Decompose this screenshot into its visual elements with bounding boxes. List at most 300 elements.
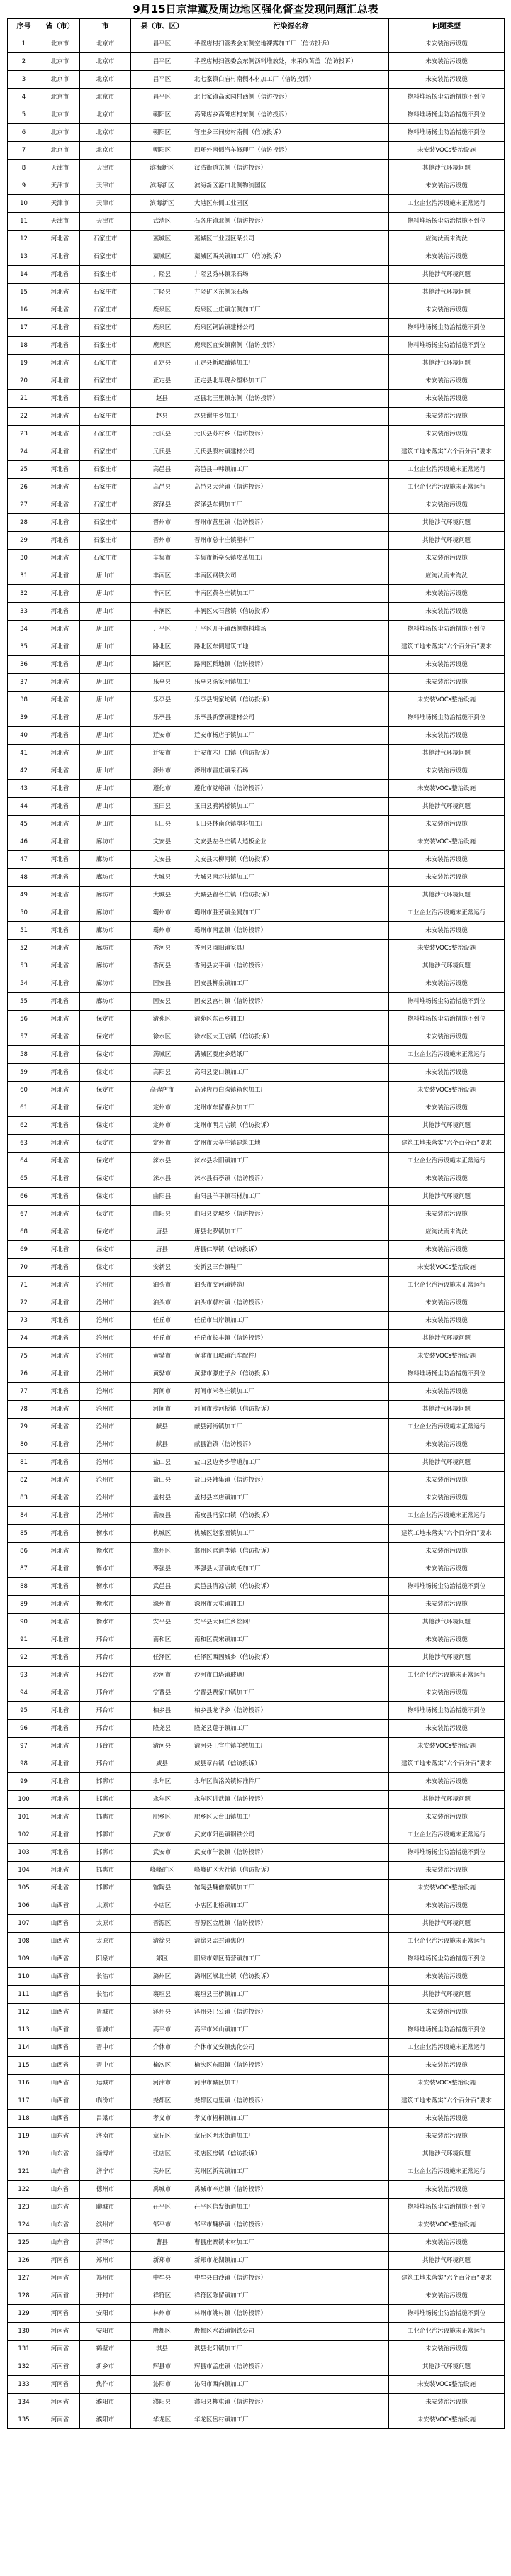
cell-source: 介休市义安镇焦化公司 — [193, 2039, 389, 2057]
cell-index: 119 — [8, 2128, 40, 2145]
cell-province: 河南省 — [40, 2376, 80, 2394]
cell-source: 玉田县鸦鸿桥镇加工厂 — [193, 798, 389, 816]
table-row — [8, 1755, 505, 1773]
table-row — [8, 2004, 505, 2021]
cell-problem: 其他涉气环境问题 — [389, 266, 505, 284]
cell-province: 河北省 — [40, 585, 80, 603]
cell-city: 邯郸市 — [80, 1791, 131, 1809]
cell-source: 高邑县中韩镇加工厂 — [193, 461, 389, 479]
cell-province: 河北省 — [40, 355, 80, 372]
cell-province: 河北省 — [40, 851, 80, 869]
table-row — [8, 2287, 505, 2305]
cell-problem: 工业企业治污设施未正常运行 — [389, 1933, 505, 1950]
table-row — [8, 1383, 505, 1401]
cell-province: 河北省 — [40, 869, 80, 887]
cell-problem: 其他涉气环境问题 — [389, 532, 505, 550]
cell-source: 柏乡县龙华乡（信访投诉） — [193, 1702, 389, 1720]
cell-district: 泽州县 — [131, 2004, 193, 2021]
cell-problem: 物料堆场扬尘防治措施不到位 — [389, 1578, 505, 1596]
cell-problem: 建筑工地未落实“六个百分百”要求 — [389, 1525, 505, 1543]
cell-index: 90 — [8, 1614, 40, 1631]
table-row — [8, 1436, 505, 1454]
cell-source: 半壁店村扫管委会东侧沥料堆放处，未采取苫盖（信访投诉） — [193, 53, 389, 71]
cell-source: 迁安市杨店子镇加工厂 — [193, 727, 389, 745]
cell-problem: 工业企业治污设施未正常运行 — [389, 2039, 505, 2057]
cell-index: 101 — [8, 1809, 40, 1826]
cell-province: 河北省 — [40, 1844, 80, 1862]
cell-index: 80 — [8, 1436, 40, 1454]
cell-province: 河北省 — [40, 1153, 80, 1170]
cell-district: 深州市 — [131, 1596, 193, 1614]
cell-district: 乐亭县 — [131, 709, 193, 727]
cell-index: 20 — [8, 372, 40, 390]
table-row — [8, 1099, 505, 1117]
cell-province: 河北省 — [40, 1809, 80, 1826]
cell-source: 高邑县大营镇（信访投诉） — [193, 479, 389, 496]
cell-index: 81 — [8, 1454, 40, 1472]
cell-source: 清苑区东吕乡加工厂 — [193, 1011, 389, 1028]
cell-source: 晋州市营里镇（信访投诉） — [193, 514, 389, 532]
table-row — [8, 426, 505, 443]
cell-index: 108 — [8, 1933, 40, 1950]
cell-city: 廊坊市 — [80, 940, 131, 957]
table-row — [8, 35, 505, 53]
cell-province: 河北省 — [40, 904, 80, 922]
cell-problem: 未安装治污设施 — [389, 1543, 505, 1560]
table-row — [8, 1206, 505, 1223]
cell-city: 邢台市 — [80, 1702, 131, 1720]
cell-city: 郑州市 — [80, 2252, 131, 2270]
cell-index: 9 — [8, 177, 40, 195]
table-row — [8, 2234, 505, 2252]
table-row — [8, 567, 505, 585]
cell-index: 118 — [8, 2110, 40, 2128]
table-row — [8, 2128, 505, 2145]
cell-district: 孝义市 — [131, 2110, 193, 2128]
cell-city: 衡水市 — [80, 1596, 131, 1614]
cell-index: 109 — [8, 1950, 40, 1968]
cell-district: 沙河市 — [131, 1667, 193, 1684]
cell-problem: 其他涉气环境问题 — [389, 284, 505, 301]
cell-source: 泊头市郝村镇（信访投诉） — [193, 1294, 389, 1312]
cell-city: 廊坊市 — [80, 975, 131, 993]
table-row — [8, 2039, 505, 2057]
cell-district: 襄垣县 — [131, 1986, 193, 2004]
cell-province: 河北省 — [40, 993, 80, 1011]
cell-city: 北京市 — [80, 142, 131, 160]
cell-city: 廊坊市 — [80, 957, 131, 975]
cell-index: 41 — [8, 745, 40, 762]
col-header-province: 省（市） — [40, 19, 80, 35]
cell-source: 乐亭县汤家河镇加工厂 — [193, 674, 389, 692]
cell-source: 固安县柳泉镇加工厂 — [193, 975, 389, 993]
cell-city: 石家庄市 — [80, 355, 131, 372]
cell-district: 茌平区 — [131, 2199, 193, 2216]
cell-district: 唐县 — [131, 1223, 193, 1241]
cell-city: 保定市 — [80, 1028, 131, 1046]
cell-district: 中牟县 — [131, 2270, 193, 2287]
cell-district: 高阳县 — [131, 1064, 193, 1082]
cell-city: 邯郸市 — [80, 1809, 131, 1826]
cell-source: 霸州市南孟镇（信访投诉） — [193, 922, 389, 940]
table-row — [8, 479, 505, 496]
cell-problem: 其他涉气环境问题 — [389, 957, 505, 975]
cell-city: 安阳市 — [80, 2305, 131, 2323]
table-row — [8, 71, 505, 89]
table-row — [8, 922, 505, 940]
cell-problem: 未安装治污设施 — [389, 53, 505, 71]
cell-problem: 未安装治污设施 — [389, 1099, 505, 1117]
cell-city: 开封市 — [80, 2287, 131, 2305]
cell-index: 24 — [8, 443, 40, 461]
cell-index: 102 — [8, 1826, 40, 1844]
cell-province: 河北省 — [40, 479, 80, 496]
cell-source: 峰峰矿区大社镇（信访投诉） — [193, 1862, 389, 1880]
cell-index: 21 — [8, 390, 40, 408]
cell-city: 郑州市 — [80, 2270, 131, 2287]
cell-city: 保定市 — [80, 1241, 131, 1259]
cell-province: 山西省 — [40, 1915, 80, 1933]
cell-problem: 工业企业治污设施未正常运行 — [389, 904, 505, 922]
table-row — [8, 1170, 505, 1188]
cell-city: 吕梁市 — [80, 2110, 131, 2128]
cell-index: 132 — [8, 2358, 40, 2376]
cell-problem: 未安装治污设施 — [389, 762, 505, 780]
cell-city: 石家庄市 — [80, 248, 131, 266]
cell-city: 石家庄市 — [80, 390, 131, 408]
cell-index: 51 — [8, 922, 40, 940]
cell-province: 北京市 — [40, 35, 80, 53]
cell-district: 安新县 — [131, 1259, 193, 1277]
cell-source: 张店区房镇（信访投诉） — [193, 2145, 389, 2163]
cell-city: 德州市 — [80, 2181, 131, 2199]
cell-index: 89 — [8, 1596, 40, 1614]
table-row — [8, 1702, 505, 1720]
cell-problem: 其他涉气环境问题 — [389, 355, 505, 372]
table-row — [8, 1241, 505, 1259]
table-row — [8, 1968, 505, 1986]
cell-problem: 未安装治污设施 — [389, 1684, 505, 1702]
cell-index: 67 — [8, 1206, 40, 1223]
cell-province: 河北省 — [40, 674, 80, 692]
cell-city: 石家庄市 — [80, 372, 131, 390]
cell-index: 97 — [8, 1738, 40, 1755]
cell-source: 盐山县韩集镇（信访投诉） — [193, 1472, 389, 1489]
cell-city: 沧州市 — [80, 1277, 131, 1294]
cell-source: 榆次区东阳镇（信访投诉） — [193, 2057, 389, 2075]
cell-index: 47 — [8, 851, 40, 869]
table-row — [8, 1631, 505, 1649]
cell-source: 辉县市孟庄镇（信访投诉） — [193, 2358, 389, 2376]
table-row — [8, 1472, 505, 1489]
cell-index: 49 — [8, 887, 40, 904]
cell-problem: 未安装治污设施 — [389, 1436, 505, 1454]
table-row — [8, 213, 505, 231]
cell-source: 藁城区工业园区某公司 — [193, 231, 389, 248]
cell-problem: 未安装治污设施 — [389, 408, 505, 426]
table-row — [8, 408, 505, 426]
cell-province: 河北省 — [40, 1170, 80, 1188]
cell-district: 大城县 — [131, 869, 193, 887]
cell-problem: 建筑工地未落实“六个百分百”要求 — [389, 1755, 505, 1773]
cell-problem: 其他涉气环境问题 — [389, 1791, 505, 1809]
cell-province: 河北省 — [40, 1206, 80, 1223]
cell-problem: 未安装治污设施 — [389, 1720, 505, 1738]
cell-city: 保定市 — [80, 1188, 131, 1206]
cell-district: 武清区 — [131, 213, 193, 231]
cell-problem: 未安装治污设施 — [389, 2287, 505, 2305]
cell-province: 河北省 — [40, 1401, 80, 1419]
table-row — [8, 284, 505, 301]
cell-index: 62 — [8, 1117, 40, 1135]
cell-source: 丰南区黄各庄镇加工厂 — [193, 585, 389, 603]
cell-source: 永年区讲武镇（信访投诉） — [193, 1791, 389, 1809]
col-header-district: 县（市、区） — [131, 19, 193, 35]
table-row — [8, 1046, 505, 1064]
cell-index: 72 — [8, 1294, 40, 1312]
cell-source: 永年区临洺关镇标准件厂 — [193, 1773, 389, 1791]
cell-source: 河津市城区加工厂 — [193, 2075, 389, 2092]
cell-source: 遵化市党峪镇（信访投诉） — [193, 780, 389, 798]
cell-city: 鹤壁市 — [80, 2341, 131, 2358]
cell-district: 乐亭县 — [131, 674, 193, 692]
cell-source: 丰南区钢铁公司 — [193, 567, 389, 585]
cell-source: 安新县三台镇鞋厂 — [193, 1259, 389, 1277]
cell-source: 徐水区大王店镇（信访投诉） — [193, 1028, 389, 1046]
cell-source: 中牟县白沙镇（信访投诉） — [193, 2270, 389, 2287]
cell-district: 大城县 — [131, 887, 193, 904]
cell-index: 128 — [8, 2287, 40, 2305]
cell-district: 玉田县 — [131, 816, 193, 833]
cell-province: 河北省 — [40, 1117, 80, 1135]
cell-city: 邢台市 — [80, 1631, 131, 1649]
table-row — [8, 372, 505, 390]
cell-problem: 未安装治污设施 — [389, 426, 505, 443]
col-header-source: 污染源名称 — [193, 19, 389, 35]
cell-source: 唐县北罗镇加工厂 — [193, 1223, 389, 1241]
cell-city: 唐山市 — [80, 603, 131, 621]
cell-problem: 未安装治污设施 — [389, 603, 505, 621]
cell-city: 济宁市 — [80, 2163, 131, 2181]
cell-source: 霸州市胜芳镇金属加工厂 — [193, 904, 389, 922]
table-row — [8, 1649, 505, 1667]
cell-index: 4 — [8, 89, 40, 106]
cell-problem: 未安装VOCs整治设施 — [389, 2075, 505, 2092]
cell-city: 太原市 — [80, 1897, 131, 1915]
cell-index: 18 — [8, 337, 40, 355]
cell-district: 迁安市 — [131, 745, 193, 762]
col-header-problem: 问题类型 — [389, 19, 505, 35]
cell-province: 山东省 — [40, 2234, 80, 2252]
cell-source: 晋州市总十庄镇塑料厂 — [193, 532, 389, 550]
cell-province: 河北省 — [40, 1791, 80, 1809]
cell-district: 隆尧县 — [131, 1720, 193, 1738]
cell-source: 井陉县秀林镇采石场 — [193, 266, 389, 284]
cell-source: 高碑店乡高碑店村东侧（信访投诉） — [193, 106, 389, 124]
table-row — [8, 1223, 505, 1241]
cell-source: 尧都区屯里镇（信访投诉） — [193, 2092, 389, 2110]
cell-problem: 未安装治污设施 — [389, 177, 505, 195]
cell-index: 93 — [8, 1667, 40, 1684]
cell-problem: 物料堆场扬尘防治措施不到位 — [389, 709, 505, 727]
cell-district: 肥乡区 — [131, 1809, 193, 1826]
cell-city: 淄博市 — [80, 2145, 131, 2163]
cell-city: 濮阳市 — [80, 2394, 131, 2411]
cell-province: 天津市 — [40, 213, 80, 231]
cell-source: 武安市午汲镇（信访投诉） — [193, 1844, 389, 1862]
cell-problem: 工业企业治污设施未正常运行 — [389, 1507, 505, 1525]
cell-problem: 未安装治污设施 — [389, 1472, 505, 1489]
cell-province: 山西省 — [40, 2092, 80, 2110]
cell-city: 廊坊市 — [80, 993, 131, 1011]
cell-index: 15 — [8, 284, 40, 301]
table-row — [8, 2145, 505, 2163]
cell-province: 河北省 — [40, 1631, 80, 1649]
cell-province: 河北省 — [40, 426, 80, 443]
cell-source: 邹平市魏桥镇（信访投诉） — [193, 2216, 389, 2234]
table-row — [8, 887, 505, 904]
cell-source: 赵县谢庄乡加工厂 — [193, 408, 389, 426]
cell-index: 77 — [8, 1383, 40, 1401]
table-row — [8, 106, 505, 124]
cell-problem: 工业企业治污设施未正常运行 — [389, 479, 505, 496]
cell-city: 石家庄市 — [80, 426, 131, 443]
cell-problem: 未安装VOCs整治设施 — [389, 1259, 505, 1277]
cell-province: 河北省 — [40, 1436, 80, 1454]
table-row — [8, 1809, 505, 1826]
cell-city: 廊坊市 — [80, 833, 131, 851]
cell-source: 文安县左各庄镇人造板企业 — [193, 833, 389, 851]
cell-index: 88 — [8, 1578, 40, 1596]
table-row — [8, 142, 505, 160]
cell-source: 定州市东留春乡加工厂 — [193, 1099, 389, 1117]
cell-city: 邯郸市 — [80, 1826, 131, 1844]
cell-source: 阳泉市郊区荫营镇加工厂 — [193, 1950, 389, 1968]
cell-index: 66 — [8, 1188, 40, 1206]
cell-district: 香河县 — [131, 957, 193, 975]
cell-district: 滨海新区 — [131, 177, 193, 195]
cell-district: 清河县 — [131, 1738, 193, 1755]
cell-city: 石家庄市 — [80, 461, 131, 479]
cell-province: 山东省 — [40, 2216, 80, 2234]
table-row — [8, 89, 505, 106]
cell-source: 沁阳市西向镇加工厂 — [193, 2376, 389, 2394]
cell-district: 赵县 — [131, 390, 193, 408]
cell-index: 8 — [8, 160, 40, 177]
cell-index: 78 — [8, 1401, 40, 1419]
cell-city: 石家庄市 — [80, 301, 131, 319]
cell-source: 大城县留各庄镇（信访投诉） — [193, 887, 389, 904]
cell-index: 32 — [8, 585, 40, 603]
cell-district: 高平市 — [131, 2021, 193, 2039]
cell-problem: 建筑工地未落实“六个百分百”要求 — [389, 1135, 505, 1153]
cell-province: 山东省 — [40, 2163, 80, 2181]
table-row — [8, 2305, 505, 2323]
cell-index: 36 — [8, 656, 40, 674]
cell-province: 河北省 — [40, 1560, 80, 1578]
cell-index: 40 — [8, 727, 40, 745]
cell-city: 沧州市 — [80, 1419, 131, 1436]
cell-problem: 其他涉气环境问题 — [389, 1649, 505, 1667]
cell-index: 38 — [8, 692, 40, 709]
table-row — [8, 1862, 505, 1880]
table-row — [8, 2057, 505, 2075]
cell-index: 85 — [8, 1525, 40, 1543]
table-row — [8, 1915, 505, 1933]
cell-source: 章丘区明水街道加工厂 — [193, 2128, 389, 2145]
cell-problem: 物料堆场扬尘防治措施不到位 — [389, 319, 505, 337]
cell-problem: 未安装治污设施 — [389, 1596, 505, 1614]
cell-province: 河北省 — [40, 1064, 80, 1082]
table-row — [8, 638, 505, 656]
cell-problem: 建筑工地未落实“六个百分百”要求 — [389, 443, 505, 461]
cell-district: 滨海新区 — [131, 160, 193, 177]
cell-city: 北京市 — [80, 124, 131, 142]
cell-district: 丰南区 — [131, 567, 193, 585]
cell-district: 枣强县 — [131, 1560, 193, 1578]
cell-district: 霸州市 — [131, 922, 193, 940]
cell-problem: 未安装VOCs整治设施 — [389, 1880, 505, 1897]
cell-problem: 其他涉气环境问题 — [389, 1614, 505, 1631]
cell-index: 112 — [8, 2004, 40, 2021]
cell-problem: 其他涉气环境问题 — [389, 1117, 505, 1135]
cell-city: 唐山市 — [80, 585, 131, 603]
cell-source: 曲阳县羊平镇石材加工厂 — [193, 1188, 389, 1206]
cell-district: 辉县市 — [131, 2358, 193, 2376]
cell-district: 昌平区 — [131, 89, 193, 106]
table-row — [8, 1153, 505, 1170]
cell-province: 河南省 — [40, 2252, 80, 2270]
table-row — [8, 745, 505, 762]
cell-province: 山西省 — [40, 2021, 80, 2039]
cell-index: 134 — [8, 2394, 40, 2411]
cell-source: 定州市大辛庄镇建筑工地 — [193, 1135, 389, 1153]
cell-district: 榆次区 — [131, 2057, 193, 2075]
cell-district: 沁阳市 — [131, 2376, 193, 2394]
cell-district: 盐山县 — [131, 1454, 193, 1472]
cell-district: 清苑区 — [131, 1011, 193, 1028]
cell-problem: 未安装治污设施 — [389, 1294, 505, 1312]
cell-source: 淇县北阳镇加工厂 — [193, 2341, 389, 2358]
table-row — [8, 532, 505, 550]
cell-problem: 工业企业治污设施未正常运行 — [389, 461, 505, 479]
cell-index: 106 — [8, 1897, 40, 1915]
cell-problem: 物料堆场扬尘防治措施不到位 — [389, 2199, 505, 2216]
table-row — [8, 1950, 505, 1968]
cell-source: 兖州区新兖镇加工厂 — [193, 2163, 389, 2181]
cell-index: 3 — [8, 71, 40, 89]
table-row — [8, 2181, 505, 2199]
cell-district: 鹿泉区 — [131, 337, 193, 355]
cell-index: 59 — [8, 1064, 40, 1082]
cell-problem: 其他涉气环境问题 — [389, 2358, 505, 2376]
table-row — [8, 337, 505, 355]
cell-province: 河北省 — [40, 816, 80, 833]
cell-city: 邢台市 — [80, 1755, 131, 1773]
cell-problem: 未安装VOCs整治设施 — [389, 1082, 505, 1099]
cell-problem: 其他涉气环境问题 — [389, 798, 505, 816]
table-row — [8, 1897, 505, 1915]
cell-problem: 建筑工地未落实“六个百分百”要求 — [389, 2092, 505, 2110]
cell-province: 山东省 — [40, 2199, 80, 2216]
cell-province: 河北省 — [40, 1880, 80, 1897]
cell-problem: 未安装治污设施 — [389, 1383, 505, 1401]
cell-province: 河北省 — [40, 1241, 80, 1259]
cell-problem: 未安装治污设施 — [389, 2057, 505, 2075]
cell-problem: 物料堆场扬尘防治措施不到位 — [389, 1365, 505, 1383]
cell-problem: 未安装治污设施 — [389, 550, 505, 567]
cell-district: 朝阳区 — [131, 124, 193, 142]
